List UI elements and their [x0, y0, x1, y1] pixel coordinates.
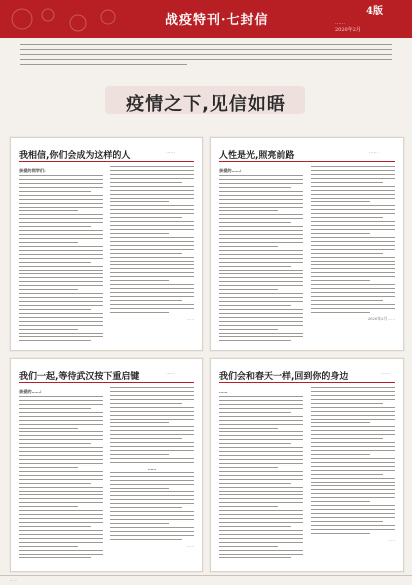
letter-author: …… — [381, 371, 390, 376]
letter-signature: 2020年2月…… — [367, 315, 395, 321]
page-header-banner — [0, 0, 412, 38]
letter-box-1 — [10, 137, 203, 351]
letter-signature: …… — [186, 315, 194, 321]
decorative-pattern-icon — [8, 5, 128, 33]
letter-column — [19, 166, 103, 344]
letter-title: 我们一起,等待武汉按下重启键 — [19, 372, 140, 382]
intro-paragraph — [20, 44, 392, 68]
letter-title: 人性是光,照亮前路 — [219, 151, 295, 161]
letter-salutation: 亲爱的同学们: — [19, 168, 46, 173]
letter-column — [219, 166, 303, 344]
page-footer: …… — [0, 575, 412, 585]
letter-column — [311, 387, 395, 542]
letter-title: 我相信,你们会成为这样的人 — [19, 151, 131, 161]
letter-salutation: …… — [219, 389, 228, 394]
section-title: 战疫特刊·七封信 — [165, 13, 269, 28]
letter-column — [219, 387, 303, 561]
letter-subheading: …… — [147, 465, 157, 471]
header-info — [335, 20, 361, 34]
letter-signature: …… — [387, 536, 395, 542]
letter-salutation: 亲爱的……: — [219, 168, 242, 173]
title-divider — [219, 161, 395, 162]
letter-box-4 — [210, 358, 404, 572]
title-divider — [19, 382, 194, 383]
letter-author: …… — [166, 150, 175, 155]
letter-box-2 — [210, 137, 404, 351]
header-info-line2: 2020年2月 — [335, 27, 361, 33]
letter-salutation: 亲爱的……: — [19, 389, 42, 394]
header-info-line1: …… — [335, 20, 345, 26]
letter-box-3 — [10, 358, 203, 572]
letter-signature: …… — [186, 542, 194, 548]
title-divider — [19, 161, 194, 162]
letter-column — [110, 387, 194, 548]
letter-author: …… — [369, 150, 378, 155]
letter-column — [110, 166, 194, 321]
letter-author: …… — [166, 371, 175, 376]
page-number: 4版 — [366, 6, 383, 17]
page-headline: 疫情之下,见信如晤 — [126, 94, 286, 115]
letter-title: 我们会和春天一样,回到你的身边 — [219, 372, 349, 382]
title-divider — [219, 382, 395, 383]
letter-column — [19, 387, 103, 561]
letter-column — [311, 166, 395, 321]
